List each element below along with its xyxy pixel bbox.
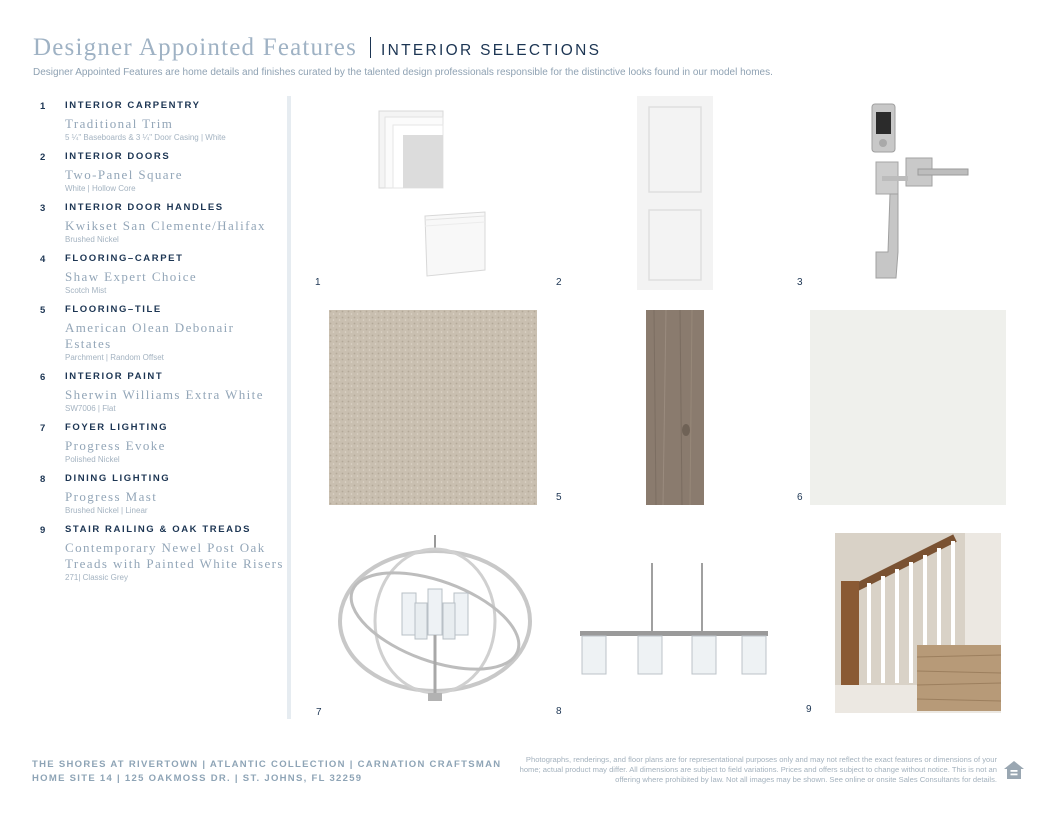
selection-item <box>40 472 285 516</box>
selection-category: INTERIOR CARPENTRY <box>65 100 201 111</box>
tile-number: 3 <box>797 277 803 288</box>
carpet-swatch <box>329 310 537 505</box>
selection-item <box>40 370 285 414</box>
equal-housing-opportunity-icon <box>1002 758 1026 782</box>
selection-number: 8 <box>40 474 46 485</box>
selection-number: 1 <box>40 101 46 112</box>
selection-product: Progress Evoke <box>65 438 166 453</box>
selection-number: 5 <box>40 305 46 316</box>
footer-line-address: HOME SITE 14 | 125 OAKMOSS DR. | ST. JOHNS, FL 32259 <box>32 773 363 784</box>
selection-category: FLOORING–TILE <box>65 304 162 315</box>
selection-product: Kwikset San Clemente/Halifax <box>65 218 266 233</box>
selection-category: INTERIOR DOOR HANDLES <box>65 202 224 213</box>
title-row <box>33 34 1023 62</box>
selection-details: White | Hollow Core <box>65 184 136 193</box>
selection-details: 271| Classic Grey <box>65 573 128 582</box>
vertical-divider <box>287 96 291 719</box>
foyer-chandelier-image <box>334 535 536 707</box>
selection-product: Progress Mast <box>65 489 158 504</box>
selection-number: 2 <box>40 152 46 163</box>
tile-number: 9 <box>806 704 812 715</box>
selection-details: Scotch Mist <box>65 286 107 295</box>
dining-pendant-image <box>578 563 770 677</box>
selection-category: DINING LIGHTING <box>65 473 171 484</box>
tile-number: 5 <box>556 492 562 503</box>
selection-number: 7 <box>40 423 46 434</box>
tile-number: 2 <box>556 277 562 288</box>
door-handle-image <box>868 102 972 282</box>
page-subtitle: INTERIOR SELECTIONS <box>381 42 602 59</box>
door-image <box>637 96 713 290</box>
selection-number: 3 <box>40 203 46 214</box>
footer-line-community: THE SHORES AT RIVERTOWN | ATLANTIC COLLECTION | CARNATION CRAFTSMAN <box>32 759 502 770</box>
selection-item <box>40 252 285 296</box>
selection-details: Polished Nickel <box>65 455 120 464</box>
selection-details: SW7006 | Flat <box>65 404 116 413</box>
tile-number: 7 <box>316 707 322 718</box>
tile-number: 6 <box>797 492 803 503</box>
selection-product: American Olean Debonair Estates <box>65 320 235 351</box>
selection-product: Two-Panel Square <box>65 167 183 182</box>
stair-railing-image <box>835 533 1001 713</box>
title-divider <box>370 37 371 58</box>
selection-details: Brushed Nickel | Linear <box>65 506 148 515</box>
selection-item <box>40 150 285 194</box>
footer-community-info <box>32 758 501 786</box>
selection-product: Contemporary Newel Post Oak Treads with Painted White Risers <box>65 540 284 571</box>
selection-details: 5 ¼" Baseboards & 3 ¼" Door Casing | White <box>65 133 226 142</box>
selection-product: Sherwin Williams Extra White <box>65 387 264 402</box>
selection-number: 6 <box>40 372 46 383</box>
selection-details: Brushed Nickel <box>65 235 119 244</box>
page-title: Designer Appointed Features <box>33 34 358 61</box>
selection-category: INTERIOR PAINT <box>65 371 164 382</box>
selection-number: 9 <box>40 525 46 536</box>
selection-category: STAIR RAILING & OAK TREADS <box>65 524 252 535</box>
tile-number: 1 <box>315 277 321 288</box>
selection-item <box>40 99 285 143</box>
selection-details: Parchment | Random Offset <box>65 353 164 362</box>
paint-swatch <box>810 310 1006 505</box>
tile-number: 8 <box>556 706 562 717</box>
trim-image <box>375 108 495 283</box>
selection-item <box>40 303 285 363</box>
selection-category: FLOORING–CARPET <box>65 253 184 264</box>
selection-item <box>40 421 285 465</box>
selection-product: Traditional Trim <box>65 116 174 131</box>
intro-text: Designer Appointed Features are home details and finishes curated by the talented design professionals responsible for the distinctive looks found in our model homes. <box>33 67 773 78</box>
page-header <box>33 34 1023 78</box>
selection-list <box>40 99 285 590</box>
wood-tile-swatch <box>646 310 704 505</box>
selection-number: 4 <box>40 254 46 265</box>
selection-category: FOYER LIGHTING <box>65 422 169 433</box>
footer-disclaimer: Photographs, renderings, and floor plans are for representational purposes only and may not reflect the exact features or dimensions of your home; actual product may differ. All dimensions are subject to field variations. Prices and offers subject to change without notice. This is not an offering where prohibited by law. Not all images may be shown. See online or onsite Sales Consultants for details. <box>519 755 997 784</box>
selection-item <box>40 201 285 245</box>
selection-item <box>40 523 285 583</box>
selection-category: INTERIOR DOORS <box>65 151 171 162</box>
selection-product: Shaw Expert Choice <box>65 269 198 284</box>
